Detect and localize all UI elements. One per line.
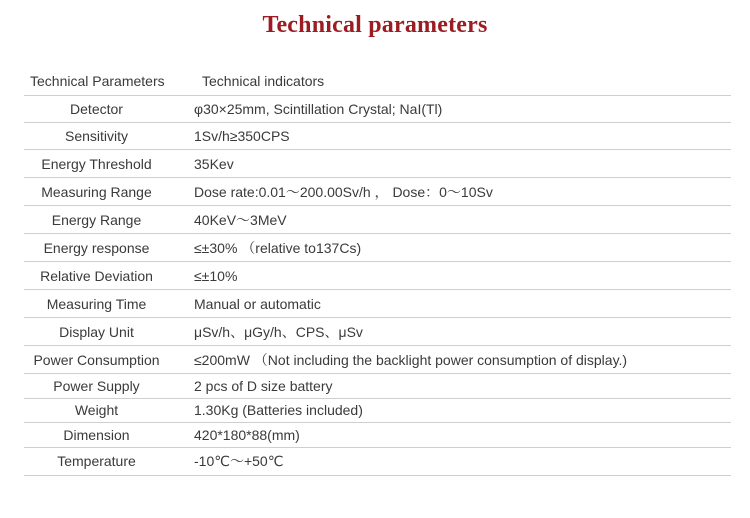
column-gap — [169, 448, 186, 475]
param-value: 2 pcs of D size battery — [194, 377, 333, 394]
param-value: 1Sv/h≥350CPS — [194, 128, 290, 144]
param-name: Sensitivity — [64, 128, 129, 144]
table-row — [24, 234, 731, 262]
column-gap — [169, 423, 186, 447]
header-parameters: Technical Parameters — [30, 73, 165, 89]
table-row — [24, 178, 731, 206]
param-value: ≤±30% （relative to137Cs) — [194, 239, 362, 256]
column-gap — [169, 290, 186, 317]
table-row — [24, 346, 731, 374]
table-row — [24, 290, 731, 318]
param-name: Power Supply — [53, 377, 140, 394]
table-row — [24, 399, 731, 424]
page-title: Technical parameters — [262, 12, 488, 38]
table-row — [24, 123, 731, 150]
column-gap — [169, 399, 186, 423]
param-value: -10℃～+50℃ — [194, 453, 284, 469]
param-name: Temperature — [57, 453, 136, 469]
param-name: Measuring Time — [46, 295, 147, 312]
param-value: ≤200mW （Not including the backlight power consumption of display.) — [194, 351, 628, 368]
column-gap — [169, 346, 186, 373]
param-value: 35Kev — [194, 155, 234, 172]
table-row — [24, 374, 731, 399]
param-name: Energy Threshold — [41, 155, 152, 172]
param-value: Manual or automatic — [194, 295, 321, 312]
param-name: Dimension — [63, 426, 130, 443]
column-gap — [169, 206, 186, 233]
param-name: Relative Deviation — [40, 267, 153, 284]
table-row — [24, 448, 731, 476]
param-value: 420*180*88(mm) — [194, 426, 300, 443]
table-row — [24, 96, 731, 123]
param-value: 1.30Kg (Batteries included) — [194, 402, 363, 419]
column-gap — [169, 96, 186, 122]
param-name: Detector — [70, 101, 123, 117]
param-value: Dose rate:0.01～200.00Sv/h ， Dose：0～10Sv — [194, 183, 493, 200]
column-gap — [169, 150, 186, 177]
parameters-table — [24, 67, 731, 476]
param-name: Display Unit — [59, 323, 134, 340]
column-gap — [169, 234, 186, 261]
param-value: ≤±10% — [194, 267, 238, 284]
param-value: 40KeV～3MeV — [194, 211, 287, 228]
column-gap — [169, 262, 186, 289]
column-gap — [169, 374, 186, 398]
param-name: Measuring Range — [41, 183, 152, 200]
table-row — [24, 150, 731, 178]
param-name: Energy response — [43, 239, 150, 256]
header-indicators: Technical indicators — [202, 73, 325, 89]
table-row — [24, 318, 731, 346]
column-gap — [169, 67, 186, 95]
table-row — [24, 423, 731, 448]
param-value: φ30×25mm, Scintillation Crystal; NaI(Tl) — [194, 101, 443, 117]
param-value: μSv/h、μGy/h、CPS、μSv — [194, 323, 363, 340]
param-name: Weight — [74, 402, 119, 419]
column-gap — [169, 178, 186, 205]
table-row — [24, 262, 731, 290]
param-name: Power Consumption — [33, 351, 160, 368]
column-gap — [169, 318, 186, 345]
column-gap — [169, 123, 186, 149]
param-name: Energy Range — [51, 211, 142, 228]
table-row — [24, 206, 731, 234]
table-header-row — [24, 67, 731, 96]
